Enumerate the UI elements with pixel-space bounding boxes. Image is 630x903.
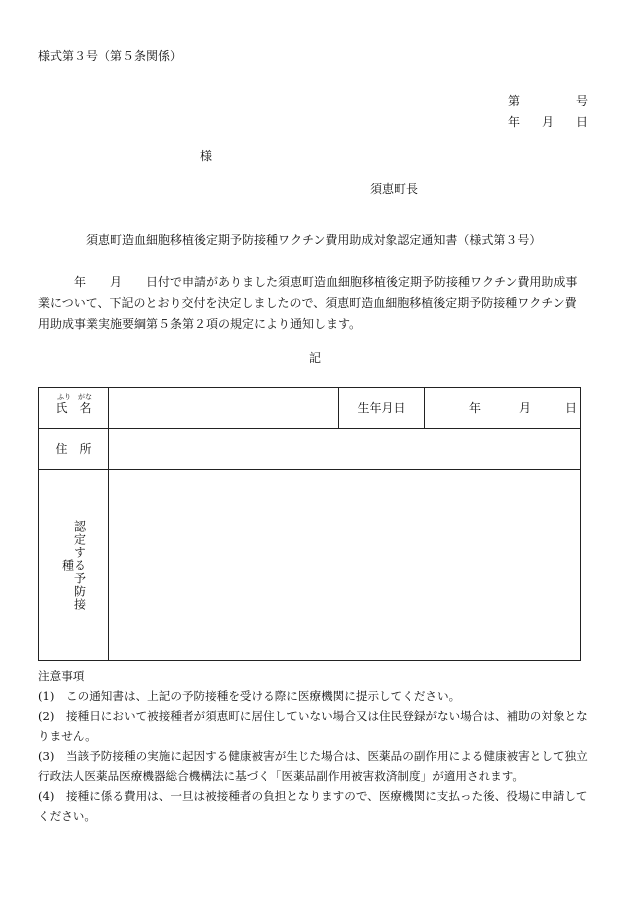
form-number: 様式第３号（第５条関係） [38,49,183,63]
birth-day-label: 日 [565,401,578,415]
notes-section [38,666,588,826]
address-value-cell[interactable] [109,429,581,470]
name-label-a: 氏 [55,401,68,415]
note-item-3: (3) 当該予防接種の実施に起因する健康被害が生じた場合は、医薬品の副作用による健康被害として独立行政法人医薬品医療機器総合機構法に基づく「医薬品副作用被害救済制度」が適用されます。 [38,749,588,783]
birth-value-cell[interactable] [425,388,581,429]
ki-label: 記 [309,351,322,365]
dai-label: 第 [508,94,521,108]
address-label-cell: 住 所 [39,429,109,470]
year-label: 年 [508,115,521,129]
day-label: 日 [576,115,589,129]
name-value-cell[interactable] [109,388,339,429]
vaccine-row [39,470,581,661]
record-table [38,387,581,661]
vaccine-label: 認定する予防接種 [60,519,87,611]
vaccine-value-cell[interactable] [109,470,581,661]
note-item-2: (2) 接種日において被接種者が須恵町に居住していない場合又は住民登録がない場合は、補助の対象となりません。 [38,709,588,743]
addressee-suffix: 様 [200,149,213,163]
name-ruby-a: ふり [57,393,71,401]
name-label-b: 名 [79,401,92,415]
note-item-1: (1) この通知書は、上記の予防接種を受ける際に医療機関に提示してください。 [38,689,461,703]
vaccine-label-cell [39,470,109,661]
note-item-4: (4) 接種に係る費用は、一旦は被接種者の負担となりますので、医療機関に支払った後、役場に申請してください。 [38,789,588,823]
notes-heading: 注意事項 [38,669,85,683]
birth-label-cell: 生年月日 [339,388,425,429]
issuer-name: 須恵町長 [370,182,419,196]
document-title: 須恵町造血細胞移植後定期予防接種ワクチン費用助成対象認定通知書（様式第３号） [86,233,542,247]
month-label: 月 [542,115,555,129]
name-row [39,388,581,429]
birth-month-label: 月 [519,401,532,415]
birth-year-label: 年 [469,401,482,415]
body-paragraph: 年 月 日付で申請がありました須恵町造血細胞移植後定期予防接種ワクチン費用助成事業について、下記のとおり交付を決定しましたので、須恵町造血細胞移植後定期予防接種ワクチン費用助成事業実施要綱第５条第２項の規定により通知します。 [38,275,578,331]
name-label-cell [39,388,109,429]
go-label: 号 [576,94,589,108]
name-ruby-b: がな [78,393,92,401]
address-row [39,429,581,470]
